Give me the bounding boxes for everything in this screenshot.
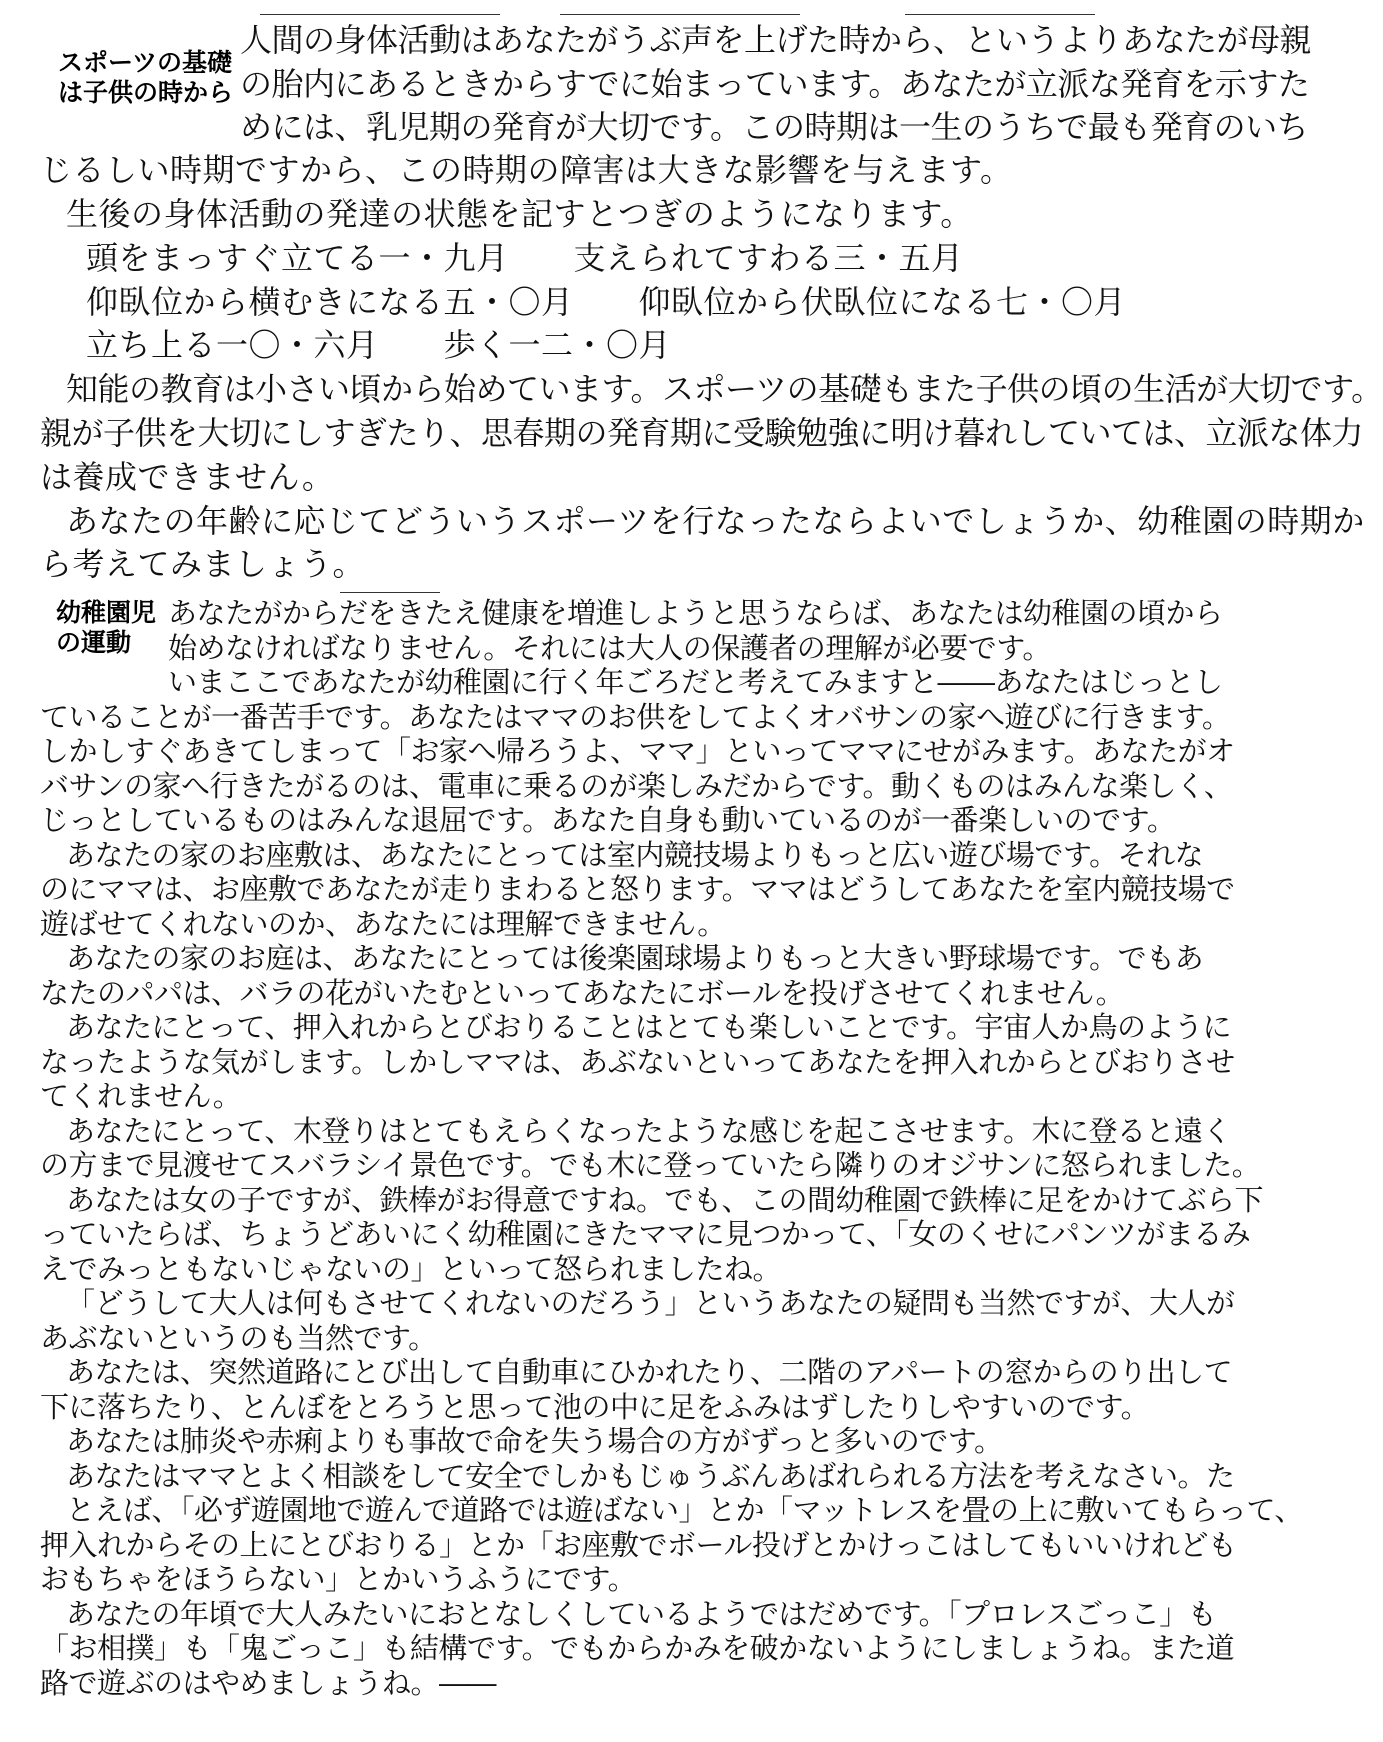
top-rule-right	[905, 14, 1095, 15]
text-line: っていたらば、ちょうどあいにく幼稚園にきたママに見つかって、「女のくせにパンツがまるみ	[40, 1217, 1251, 1251]
text-line: あなたにとって、押入れからとびおりることはとても楽しいことです。宇宙人か鳥のように	[66, 1010, 1232, 1044]
text-line: の方まで見渡せてスバラシイ景色です。でも木に登っていたら隣りのオジサンに怒られました。	[40, 1148, 1261, 1182]
text-line: なたのパパは、バラの花がいたむといってあなたにボールを投げさせてくれません。	[40, 976, 1125, 1010]
section-divider	[340, 592, 440, 593]
text-line: しかしすぐあきてしまって「お家へ帰ろうよ、ママ」といってママにせがみます。あなたがオ	[40, 734, 1235, 768]
text-line: いまここであなたが幼稚園に行く年ごろだと考えてみますと――あなたはじっとし	[168, 665, 1223, 699]
text-line: 立ち上る一〇・六月 歩く一二・〇月	[86, 326, 672, 364]
text-line: ていることが一番苦手です。あなたはママのお供をしてよくオバサンの家へ遊びに行きます。	[40, 700, 1231, 734]
text-line: のにママは、お座敷であなたが走りまわると怒ります。ママはどうしてあなたを室内競技場で	[40, 872, 1235, 906]
text-line: 人間の身体活動はあなたがうぶ声を上げた時から、というよりあなたが母親	[240, 21, 1312, 59]
heading-line: は子供の時から	[58, 78, 234, 107]
top-rule-middle	[560, 14, 800, 15]
text-line: めには、乳児期の発育が大切です。この時期は一生のうちで最も発育のいち	[240, 108, 1309, 146]
text-line: ら考えてみましょう。	[40, 545, 366, 583]
text-line: あなたの年頃で大人みたいにおとなしくしているようではだめです。「プロレスごっこ」も	[66, 1597, 1217, 1631]
text-line: あなたはママとよく相談をして安全でしかもじゅうぶんあばれられる方法を考えなさい。た	[66, 1459, 1235, 1493]
text-line: あなたがからだをきたえ健康を増進しようと思うならば、あなたは幼稚園の頃から	[168, 596, 1223, 630]
text-line: あなたの家のお庭は、あなたにとっては後楽園球場よりもっと大きい野球場です。でもあ	[66, 941, 1204, 975]
top-rule-left	[260, 14, 500, 15]
text-line: おもちゃをほうらない」とかいうふうにです。	[40, 1562, 637, 1596]
text-line: 「お相撲」も「鬼ごっこ」も結構です。でもからかみを破かないようにしましょうね。また道	[40, 1631, 1235, 1665]
section-heading-sports-basics	[58, 48, 233, 108]
text-line: あなたは肺炎や赤痢よりも事故で命を失う場合の方がずっと多いのです。	[66, 1424, 1003, 1458]
heading-line: 幼稚園児	[56, 598, 157, 627]
text-line: あなたにとって、木登りはとてもえらくなったような感じを起こさせます。木に登ると遠く	[66, 1114, 1232, 1148]
section-heading-kindergarten	[56, 598, 156, 658]
text-line: なったような気がします。しかしママは、あぶないといってあなたを押入れからとびおりさせ	[40, 1045, 1235, 1079]
heading-line: の運動	[56, 628, 132, 657]
text-line: 遊ばせてくれないのか、あなたには理解できません。	[40, 907, 726, 941]
text-line: は養成できません。	[40, 458, 335, 496]
text-line: 下に落ちたり、とんぼをとろうと思って池の中に足をふみはずしたりしやすいのです。	[40, 1390, 1150, 1424]
text-line: 知能の教育は小さい頃から始めています。スポーツの基礎もまた子供の頃の生活が大切です。	[66, 370, 1383, 408]
text-line: 生後の身体活動の発達の状態を記すとつぎのようになります。	[66, 195, 973, 233]
text-line: あなたの年齢に応じてどういうスポーツを行なったならよいでしょうか、幼稚園の時期か	[66, 502, 1365, 540]
text-line: バサンの家へ行きたがるのは、電車に乗るのが楽しみだからです。動くものはみんな楽しく、	[40, 769, 1233, 803]
text-line: あなたの家のお座敷は、あなたにとっては室内競技場よりもっと広い遊び場です。それな	[66, 838, 1204, 872]
text-line: てくれません。	[40, 1079, 242, 1113]
heading-line: スポーツの基礎	[58, 48, 233, 77]
text-line: 始めなければなりません。それには大人の保護者の理解が必要です。	[168, 631, 1051, 665]
text-line: 親が子供を大切にしすぎたり、思春期の発育期に受験勉強に明け暮れしていては、立派な体力	[40, 414, 1364, 452]
text-line: 押入れからその上にとびおりる」とか「お座敷でボール投げとかけっこはしてもいいけれども	[40, 1528, 1237, 1562]
text-line: あなたは女の子ですが、鉄棒がお得意ですね。でも、この間幼稚園で鉄棒に足をかけてぶら下	[66, 1183, 1264, 1217]
text-line: 頭をまっすぐ立てる一・九月 支えられてすわる三・五月	[86, 239, 964, 277]
text-line: 仰臥位から横むきになる五・〇月 仰臥位から伏臥位になる七・〇月	[86, 283, 1127, 321]
text-line: とえば、「必ず遊園地で遊んで道路では遊ばない」とか「マットレスを畳の上に敷いてもらって、	[66, 1493, 1303, 1527]
text-line: あぶないというのも当然です。	[40, 1321, 437, 1355]
text-line: の胎内にあるときからすでに始まっています。あなたが立派な発育を示すた	[240, 65, 1310, 103]
text-line: あなたは、突然道路にとび出して自動車にひかれたり、二階のアパートの窓からのり出して	[66, 1355, 1233, 1389]
text-line: 路で遊ぶのはやめましょうね。――	[40, 1666, 497, 1700]
text-line: 「どうして大人は何もさせてくれないのだろう」というあなたの疑問も当然ですが、大人が	[66, 1286, 1235, 1320]
text-line: じっとしているものはみんな退屈です。あなた自身も動いているのが一番楽しいのです。	[40, 803, 1176, 837]
text-line: じるしい時期ですから、この時期の障害は大きな影響を与えます。	[40, 151, 1013, 189]
text-line: えでみっともないじゃないの」といって怒られましたね。	[40, 1252, 782, 1286]
